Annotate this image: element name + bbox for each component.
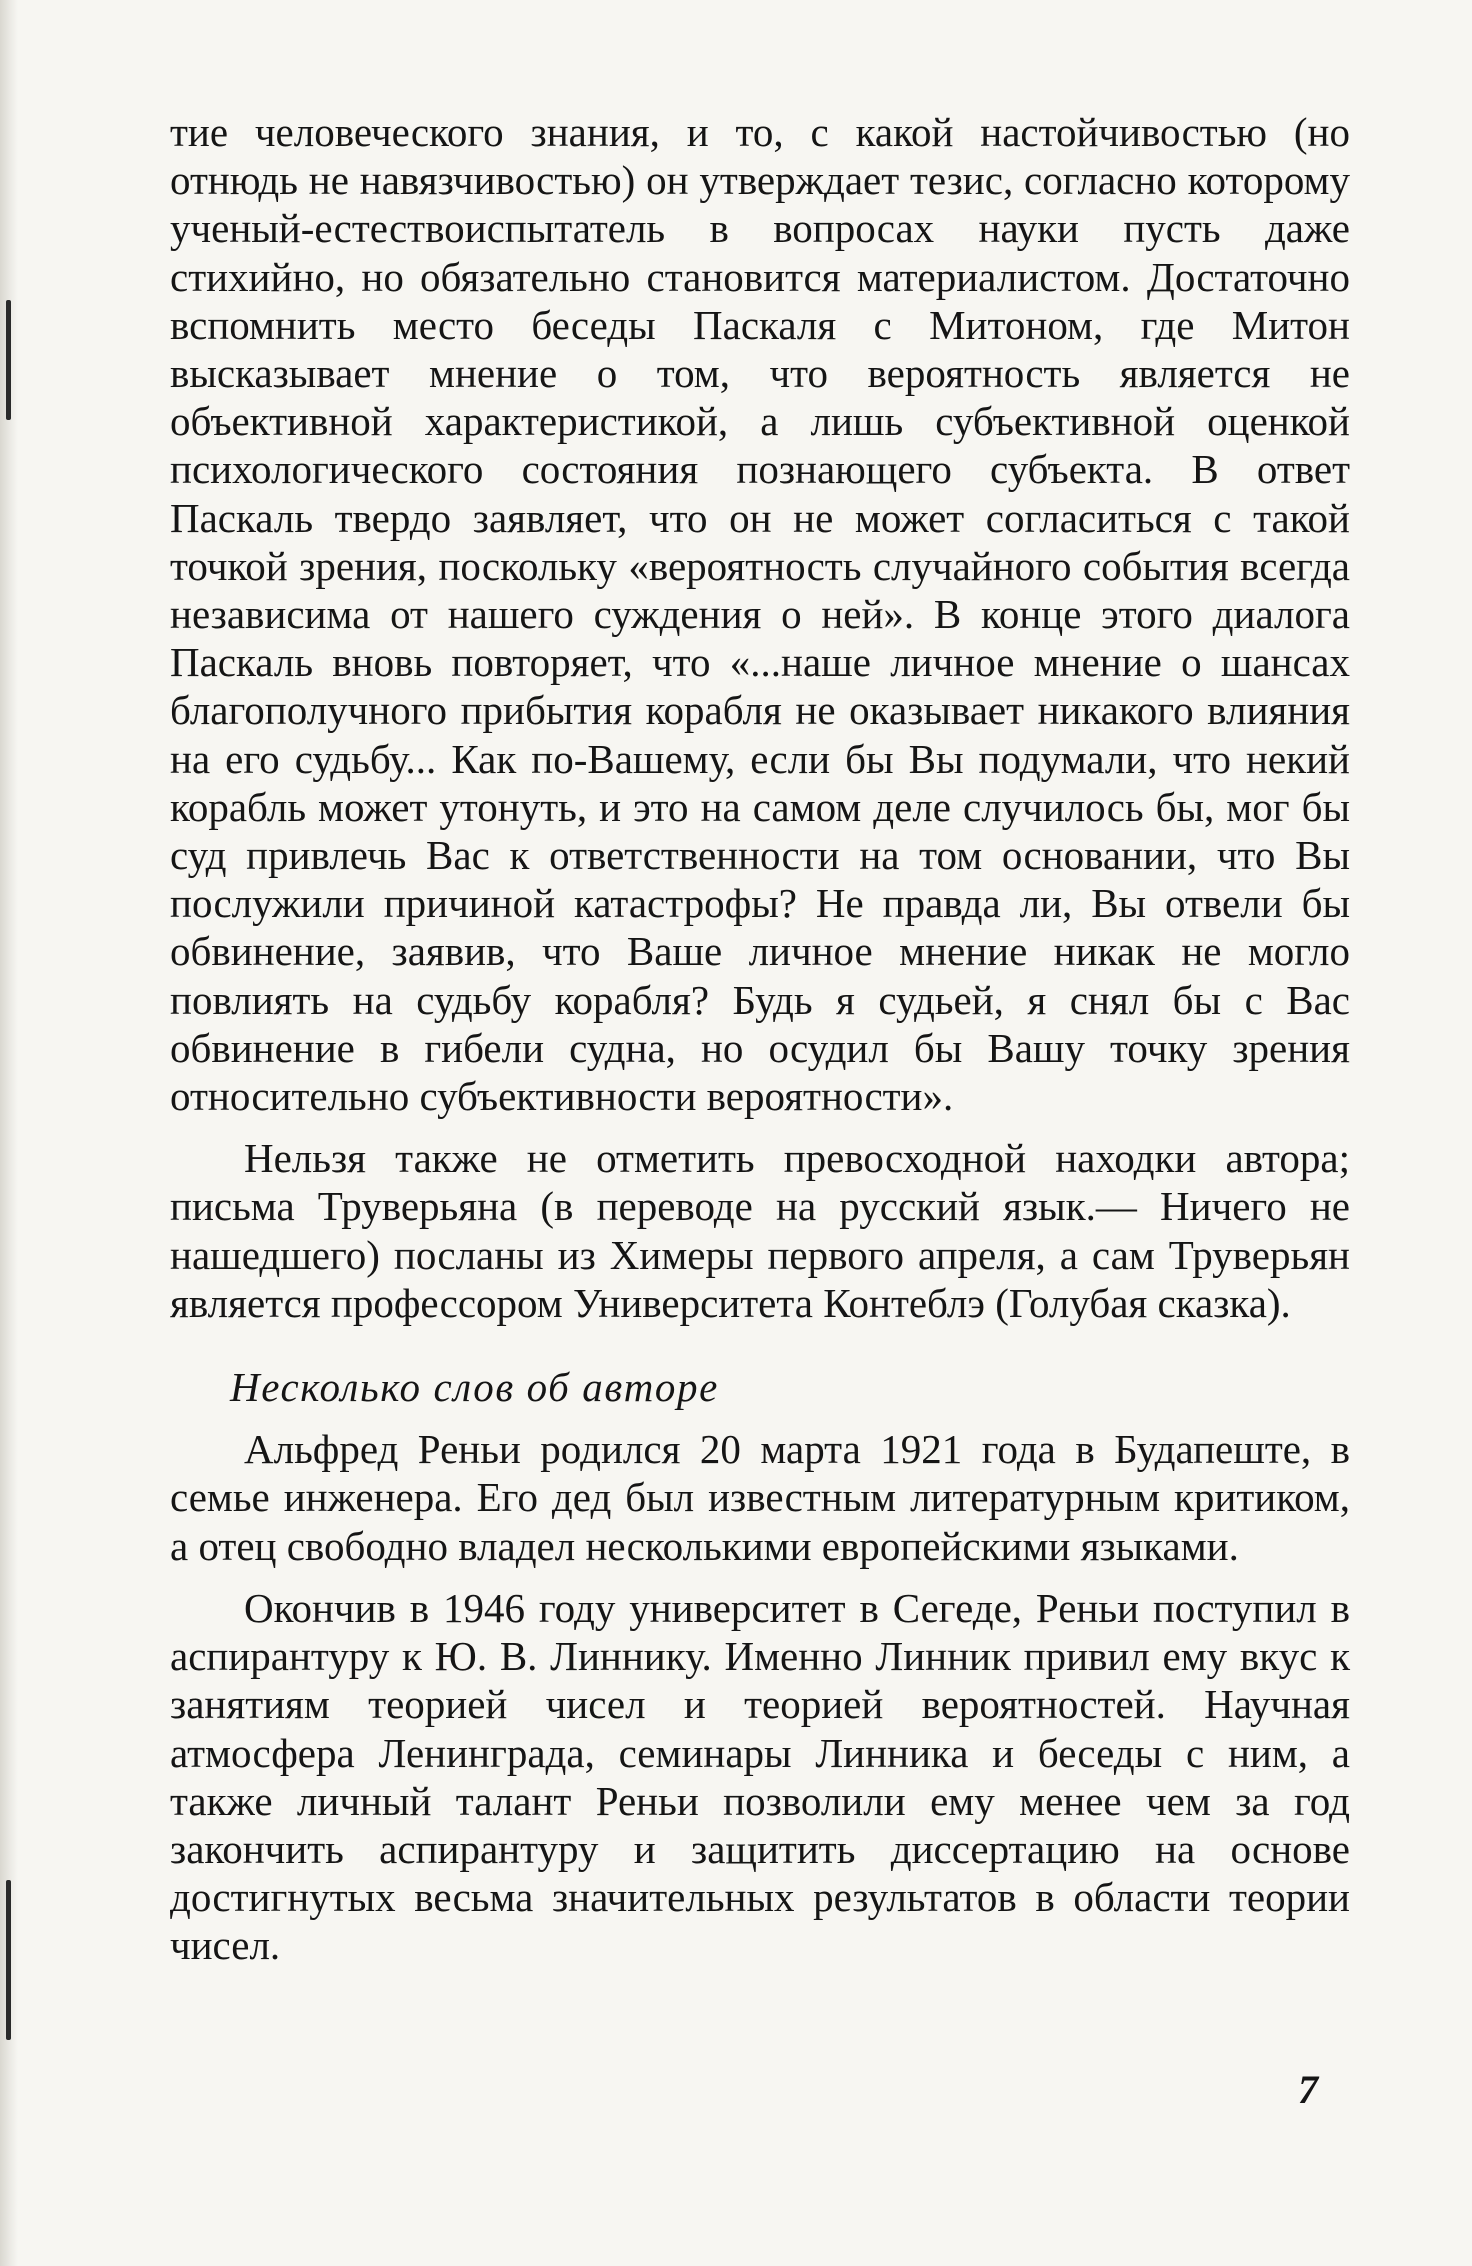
scan-mark [6, 1880, 11, 2040]
paragraph-continued: тие человеческого знания, и то, с какой настойчивостью (но отнюдь не навязчивостью) он утверждает тезис, согласно которому ученый-естествоиспытатель в вопросах науки пусть даже стихийно, но обязательно становится материалистом. Достаточно вспомнить место беседы Паскаля с Митоном, где Митон высказывает мнение о том, что вероятность является не объективной характеристикой, а лишь субъективной оценкой психологического состояния познающего субъекта. В ответ Паскаль твердо заявляет, что он не может согласиться с такой точкой зрения, поскольку «вероятность случайного события всегда независима от нашего суждения о ней». В конце этого диалога Паскаль вновь повторяет, что «...наше личное мнение о шансах благополучного прибытия корабля не оказывает никакого влияния на его судьбу... Как по-Вашему, если бы Вы подумали, что некий корабль может утонуть, и это на самом деле случилось бы, мог бы суд привлечь Вас к ответственности на том основании, что Вы послужили причиной катастрофы? Не правда ли, Вы отвели бы обвинение, заявив, что Ваше личное мнение никак не могло повлиять на судьбу корабля? Будь я судьей, я снял бы с Вас обвинение в гибели судна, но осудил бы Вашу точку зрения относительно субъективности вероятности». [170, 109, 1350, 1120]
spacer [170, 1570, 1350, 1584]
page-text [170, 108, 1350, 1970]
scan-mark [6, 300, 11, 420]
page-number: 7 [1298, 2067, 1318, 2112]
spacer [170, 1120, 1350, 1134]
spacer [170, 1327, 1350, 1363]
spacer [170, 1411, 1350, 1425]
paragraph: Нельзя также не отметить превосходной находки автора; письма Труверьяна (в переводе на русский язык.— Ничего не нашедшего) посланы из Химеры первого апреля, а сам Труверьян является профессором Университета Контеблэ (Голубая сказка). [170, 1135, 1350, 1326]
paragraph: Окончив в 1946 году университет в Сегеде, Реньи поступил в аспирантуру к Ю. В. Линнику. Именно Линник привил ему вкус к занятиям теорией чисел и теорией вероятностей. Научная атмосфера Ленинграда, семинары Линника и беседы с ним, а также личный талант Реньи позволили ему менее чем за год закончить аспирантуру и защитить диссертацию на основе достигнутых весьма значительных результатов в области теории чисел. [170, 1584, 1350, 1969]
section-heading: Несколько слов об авторе [230, 1364, 719, 1411]
paragraph: Альфред Реньи родился 20 марта 1921 года в Будапеште, в семье инженера. Его дед был известным литературным критиком, а отец свободно владел несколькими европейскими языками. [170, 1426, 1350, 1569]
